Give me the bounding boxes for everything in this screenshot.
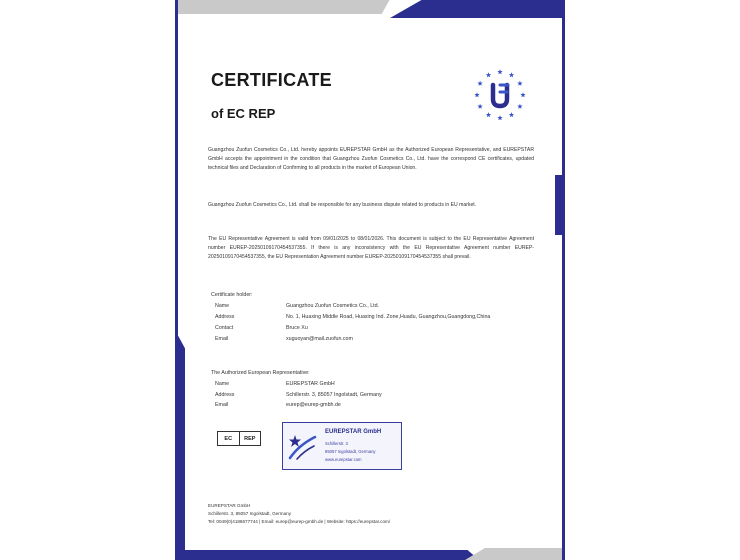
logo-star [517,104,522,109]
page-subtitle: of EC REP [211,106,276,121]
holder-details [215,301,535,344]
logo-star [497,69,502,74]
footer-company: EUREPSTAR GmbH [208,503,251,508]
holder-value: Bruce Xu [286,325,308,332]
holder-key: Name [215,303,230,309]
representative-value: Schillerstr. 3, 85057 Ingolstadt, Germany [286,391,382,398]
logo-star [474,92,479,97]
paragraph-responsibility: Guangzhou Zuofun Cosmetics Co., Ltd. shall be responsible for any business dispute related to products in EU market. [208,202,477,208]
logo-star [486,72,491,77]
stamp-company-name: EUREPSTAR GmbH [325,429,382,435]
holder-key: Contact [215,325,234,332]
holder-value: xuguoyan@mail.zuofun.com [286,335,353,342]
eurepstar-stamp-icon [287,431,317,461]
logo-star [497,115,502,120]
page-title: CERTIFICATE [211,70,332,90]
ec-rep-right: REP [239,432,261,445]
holder-row [215,334,535,345]
representative-row [215,400,535,411]
eu-stars-logo-icon [471,66,529,124]
logo-star [509,72,514,77]
footer-address: Schillerstr. 3, 85057 Ingolstadt, Germany [208,510,291,516]
logo-star [486,112,491,117]
representative-key: Name [215,381,230,387]
holder-value: No. 1, Huaxing Middle Road, Huaxing Ind. Zone,Huadu, Guangzhou,Guangdong,China [286,313,491,320]
logo-star [477,81,482,86]
logo-star [509,112,514,117]
representative-key: Address [215,391,235,398]
page-footer [208,502,390,525]
representative-heading: The Authorized European Representative: [211,370,310,376]
representative-row [215,379,535,390]
decor-band-left [175,330,185,560]
stamp-line: www.eurepstar.com [325,457,362,462]
holder-row [215,312,535,324]
footer-contact: Tel: 0049(0)4188677744 | Email: eurep@eurep-gmbh.de | Website: https://eurepstar.com/ [208,518,391,524]
holder-key: Address [215,313,235,320]
stamp-line: 85057 Ingolstadt, Germany [325,449,376,454]
logo-star [477,104,482,109]
stamp-line: Schillerstr. 3 [325,441,348,446]
representative-details [215,379,535,411]
paragraph-validity: The EU Representative Agreement is valid from 09/01/2025 to 08/01/2026. This document is subject to the EU Representative Agreement number EUREP-20250109170454537355. If there is any inconsistency with the EU Representative Agreement number EUREP-20250109170454537355, the EU Representation Agreement number EUREP-20250109170454537355 shall prevail. [208,236,534,260]
paragraph-appointment: Guangzhou Zuofun Cosmetics Co., Ltd. hereby appoints EUREPSTAR GmbH as the Authorized European Representative, and EUREPSTAR GmbH accepts the appointment in the condition that Guangzhou Zuofun Cosmetics Co., Ltd. have the correspond CE certificates, updated technical files and Declaration of Confirming to all products in the market of European Union. [208,147,534,171]
ec-rep-symbol [217,431,261,446]
logo-star [517,81,522,86]
holder-value: Guangzhou Zuofun Cosmetics Co., Ltd. [286,303,380,309]
representative-key: Email [215,402,229,408]
decor-band-right [555,175,565,235]
company-stamp [282,422,402,470]
decor-band-top-blue [390,0,565,18]
ec-rep-left: EC [224,435,233,442]
holder-row [215,301,535,312]
decor-band-bottom-gray [465,548,565,560]
certificate-page [175,0,565,560]
logo-star [520,92,525,97]
representative-value: eurep@eurep-gmbh.de [286,402,341,408]
representative-row [215,390,535,401]
holder-heading: Certificate holder: [211,292,253,298]
holder-row [215,323,535,334]
representative-value: EUREPSTAR GmbH [286,381,335,387]
holder-key: Email [215,335,229,342]
